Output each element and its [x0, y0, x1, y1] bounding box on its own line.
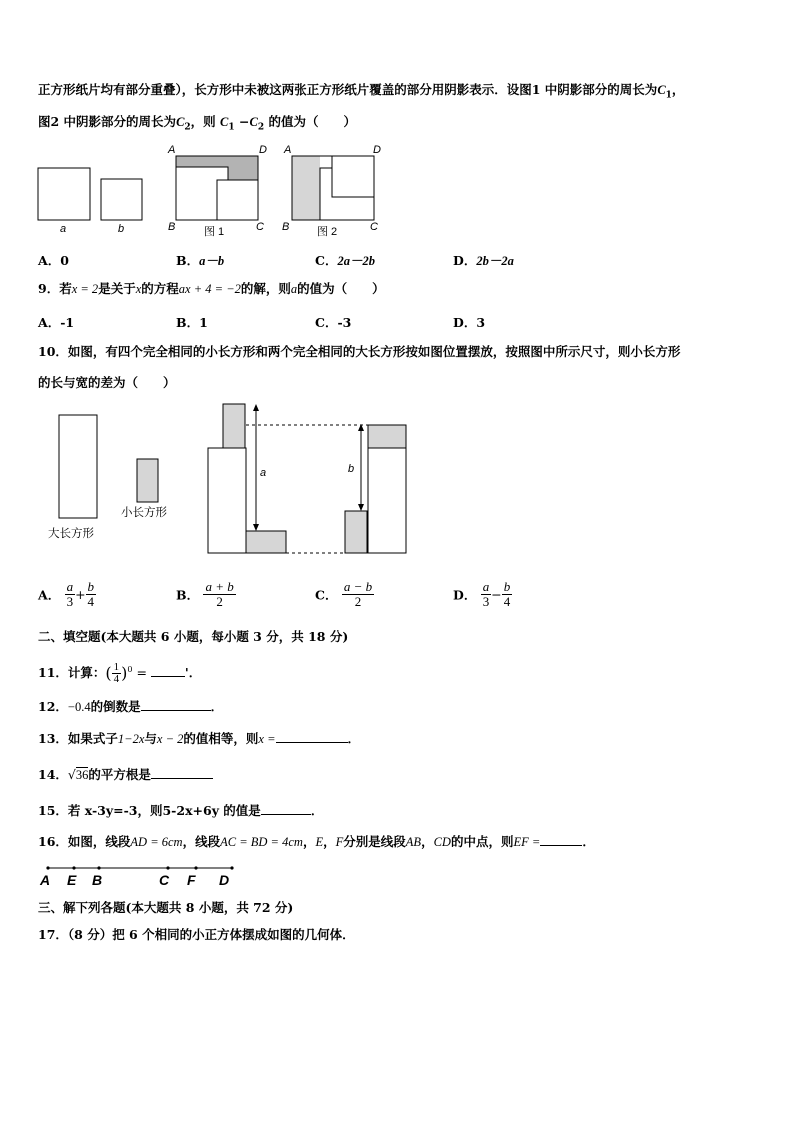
q14: 14．√36的平方根是: [38, 766, 213, 783]
q10-line2: 的长与宽的差为（ ）: [38, 375, 176, 390]
q10-figure: [0, 398, 794, 568]
q8-option-d: D．2b－2a: [453, 253, 514, 268]
q9-option-a: A．-1: [38, 315, 75, 330]
point-A: [46, 866, 49, 869]
arrow-a-head-bottom: [253, 524, 259, 531]
q11: 11．计算：( $\frac{1}{4}$ )$^0$ = '．: [38, 661, 202, 686]
fig2-caption: 图 2: [317, 226, 338, 238]
q9-option-d: D．3: [453, 315, 486, 330]
q12: 12．−0.4的倒数是 ．: [38, 699, 224, 714]
q8-option-a: A．0: [38, 253, 69, 268]
point-D: [230, 866, 233, 869]
arrow-b-head-top: [358, 424, 364, 431]
section2-heading: 二、填空题(本大题共 6 小题，每小题 3 分，共 18 分): [38, 629, 349, 644]
q9-option-c: C．-3: [315, 315, 352, 330]
q9-option-b: B．1: [176, 315, 208, 330]
q13: 13．如果式子1−2x与x − 2的值相等，则x = ．: [38, 731, 361, 746]
small-rect-top-left: [223, 404, 245, 448]
section3-heading: 三、解下列各题(本大题共 8 小题，共 72 分): [38, 900, 294, 915]
label-point-E: E: [67, 872, 77, 888]
q12-answer-blank[interactable]: [141, 698, 211, 711]
q16-segment-figure: [36, 860, 256, 890]
q8-line1: 正方形纸片均有部分重叠），长方形中未被这两张正方形纸片覆盖的部分用阴影表示．设图1 中阴影部分的周长为$C_1$，: [38, 82, 685, 101]
q17: 17．（8 分）把 6 个相同的小正方体摆成如图的几何体．: [38, 927, 355, 942]
point-F: [194, 866, 197, 869]
fig2-label-C: C: [370, 221, 378, 233]
q10-line1: 10．如图，有四个完全相同的小长方形和两个完全相同的大长方形按如图位置摆放，按照图中所示尺寸，则小长方形: [38, 344, 681, 359]
arrow-a-head-top: [253, 404, 259, 411]
fig2-shade: [292, 156, 320, 220]
q10-option-b: B． $\frac{a + b}{2}$: [176, 579, 234, 609]
label-small-rect: 小长方形: [121, 507, 167, 519]
fig1-label-C: C: [256, 221, 264, 233]
small-rect-sample: [137, 459, 158, 502]
sqrt-symbol: √: [67, 767, 76, 782]
fig1-label-D: D: [259, 144, 267, 156]
fig1-label-A: A: [168, 144, 176, 156]
small-rect-bottom-left: [246, 531, 286, 553]
q8-option-c: C．2a－2b: [315, 253, 375, 268]
big-rect-sample: [59, 415, 97, 518]
q10-option-c: C． $\frac{a - b}{2}$: [315, 579, 373, 609]
point-B: [97, 866, 100, 869]
big-rect-right: [368, 448, 406, 553]
q14-answer-blank[interactable]: [151, 766, 213, 779]
label-point-F: F: [187, 872, 196, 888]
q16: 16．如图，线段AD = 6cm，线段AC = BD = 4cm，E，F分别是线段AB，CD的中点，则EF = ．: [38, 834, 595, 849]
small-rect-bottom-right: [345, 511, 367, 553]
q11-answer-blank[interactable]: [151, 664, 185, 677]
fig2-label-D: D: [373, 144, 381, 156]
q15-answer-blank[interactable]: [261, 802, 311, 815]
arrow-b-head-bottom: [358, 504, 364, 511]
fig2-label-B: B: [282, 221, 290, 233]
q8-option-b: B．a－b: [176, 253, 225, 268]
fig1-label-B: B: [168, 221, 176, 233]
label-point-B: B: [92, 872, 103, 888]
q13-answer-blank[interactable]: [276, 730, 348, 743]
q16-answer-blank[interactable]: [540, 833, 582, 846]
q10-option-d: D． $\frac{a}{3}$ − $\frac{b}{4}$: [453, 579, 511, 609]
point-C: [166, 866, 169, 869]
point-E: [72, 866, 75, 869]
fig2-square-b: [332, 156, 374, 197]
small-rect-top-right: [368, 425, 406, 448]
fig2-label-A: A: [284, 144, 292, 156]
q8-line2: 图2 中阴影部分的周长为$C_2$，则 $C_1 -C_2$ 的值为（ ）: [38, 114, 356, 133]
label-a-dim: a: [260, 467, 267, 479]
q8-figure: [0, 140, 794, 250]
q10-option-a: A． $\frac{a}{3}$ + $\frac{b}{4}$: [38, 579, 95, 609]
label-b: b: [118, 223, 125, 235]
square-b: [101, 179, 142, 220]
label-point-C: C: [159, 872, 170, 888]
square-a: [38, 168, 90, 220]
fig1-square-b: [217, 180, 258, 220]
label-b-dim: b: [348, 463, 355, 475]
q15: 15．若 x-3y=-3，则5-2x+6y 的值是 ．: [38, 803, 324, 818]
label-point-A: A: [40, 872, 51, 888]
label-a: a: [60, 223, 67, 235]
big-rect-left: [208, 448, 246, 553]
q9-stem: 9．若x = 2是关于x的方程ax + 4 = −2的解，则a的值为（ ）: [38, 281, 385, 296]
label-big-rect: 大长方形: [48, 528, 94, 540]
fig1-caption: 图 1: [204, 226, 225, 238]
label-point-D: D: [219, 872, 230, 888]
